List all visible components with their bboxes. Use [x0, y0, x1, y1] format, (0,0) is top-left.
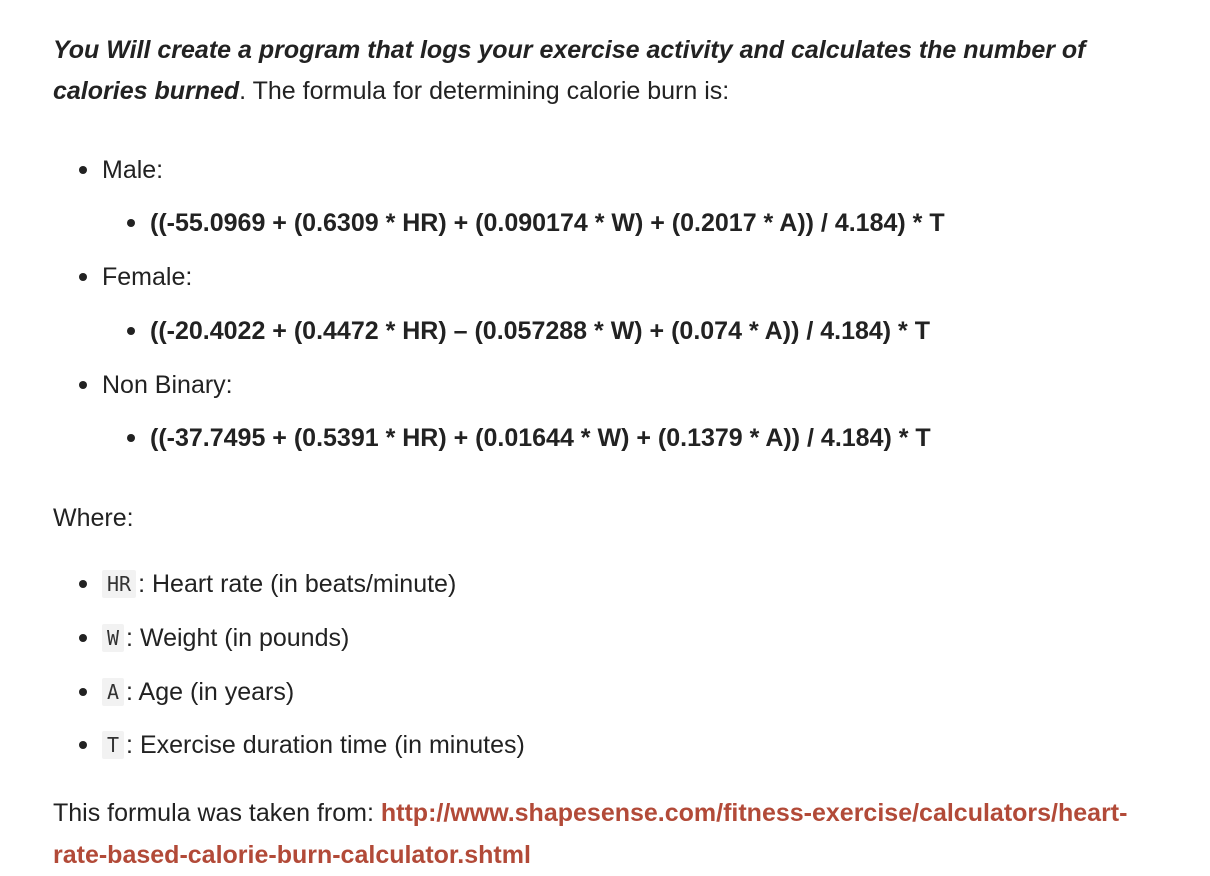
variable-item-t	[79, 727, 525, 763]
variable-code-w: W	[102, 624, 124, 652]
female-formula: ((-20.4022 + (0.4472 * HR) – (0.057288 * W) + (0.074 * A)) / 4.184) * T	[150, 316, 931, 345]
bullet-icon	[127, 434, 135, 442]
variable-code-a: A	[102, 678, 124, 706]
bullet-icon	[79, 741, 87, 749]
variable-desc-w: : Weight (in pounds)	[126, 623, 350, 652]
variable-code-hr: HR	[102, 570, 136, 598]
variable-item-a	[79, 674, 294, 710]
list-item-nonbinary	[79, 367, 233, 403]
variable-desc-t: : Exercise duration time (in minutes)	[126, 730, 525, 759]
bullet-icon	[79, 381, 87, 389]
source-link[interactable]: http://www.shapesense.com/fitness-exercise/calculators/heart-rate-based-calorie-burn-calculator.shtml	[53, 799, 1128, 869]
source-prefix: This formula was taken from:	[53, 799, 381, 827]
variable-desc-hr: : Heart rate (in beats/minute)	[138, 569, 457, 598]
list-item-male-formula	[127, 205, 945, 241]
bullet-icon	[79, 688, 87, 696]
male-label: Male:	[102, 155, 164, 184]
variable-code-t: T	[102, 731, 124, 759]
nonbinary-formula: ((-37.7495 + (0.5391 * HR) + (0.01644 * W) + (0.1379 * A)) / 4.184) * T	[150, 423, 931, 452]
bullet-icon	[79, 580, 87, 588]
nonbinary-label: Non Binary:	[102, 370, 233, 399]
bullet-icon	[127, 219, 135, 227]
bullet-icon	[127, 327, 135, 335]
intro-text: . The formula for determining calorie burn is:	[239, 77, 730, 105]
variable-item-hr	[79, 566, 456, 602]
variable-item-w	[79, 620, 349, 656]
where-label: Where:	[53, 503, 134, 532]
variable-desc-a: : Age (in years)	[126, 677, 295, 706]
intro-emphasis: You Will create a program that logs your exercise activity and calculates the number of calories burned	[53, 36, 1086, 105]
bullet-icon	[79, 634, 87, 642]
source-paragraph	[53, 792, 1163, 876]
intro-paragraph	[53, 30, 1163, 112]
where-heading	[53, 500, 134, 536]
female-label: Female:	[102, 262, 193, 291]
male-formula: ((-55.0969 + (0.6309 * HR) + (0.090174 * W) + (0.2017 * A)) / 4.184) * T	[150, 208, 945, 237]
list-item-male	[79, 152, 163, 188]
list-item-nonbinary-formula	[127, 420, 931, 456]
bullet-icon	[79, 166, 87, 174]
bullet-icon	[79, 273, 87, 281]
list-item-female-formula	[127, 313, 930, 349]
list-item-female	[79, 259, 192, 295]
